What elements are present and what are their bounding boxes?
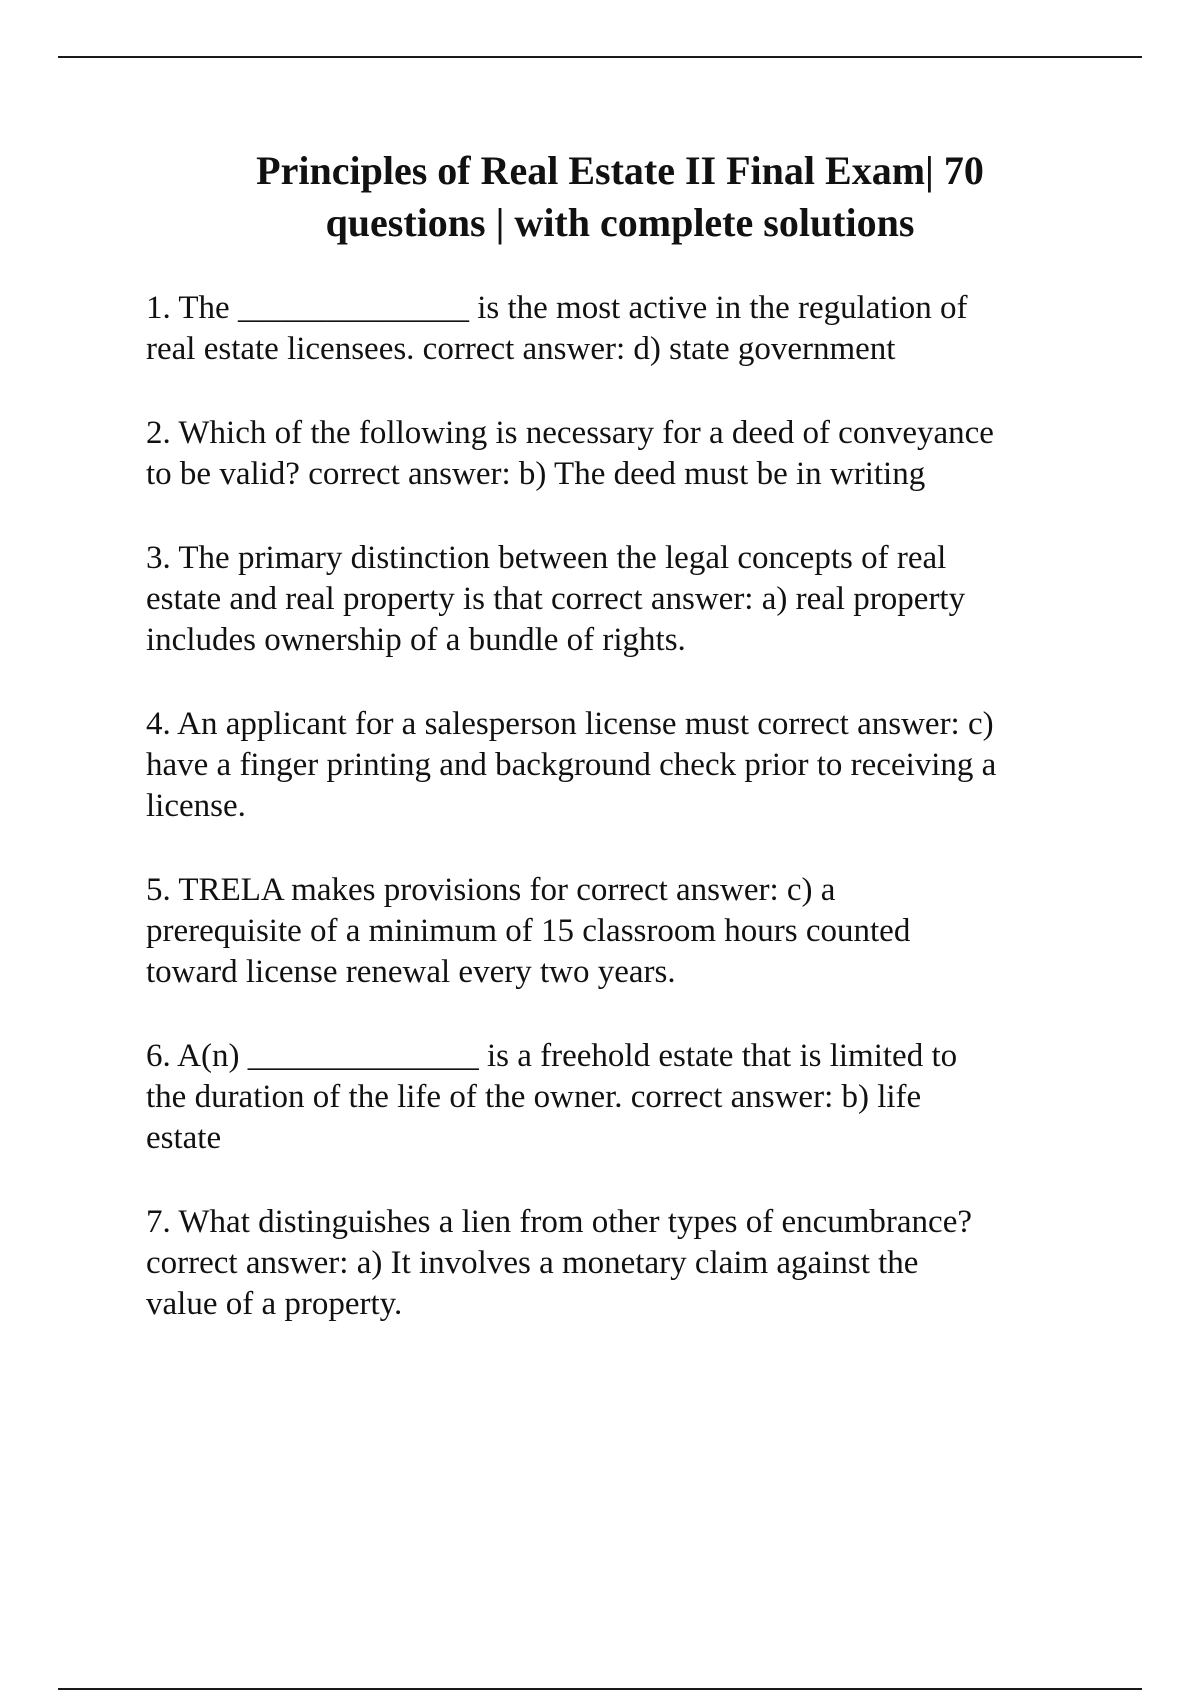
title-line-2: questions | with complete solutions	[325, 200, 915, 245]
title-line-1: Principles of Real Estate II Final Exam| 70	[256, 148, 984, 193]
question-line: includes ownership of a bundle of rights.	[146, 622, 686, 658]
footer-rule	[58, 1688, 1142, 1690]
question-2	[146, 413, 1106, 495]
question-line: license.	[146, 788, 246, 824]
question-line: 7. What distinguishes a lien from other types of encumbrance?	[146, 1204, 972, 1240]
question-line: 3. The primary distinction between the legal concepts of real	[146, 540, 947, 576]
question-line: value of a property.	[146, 1286, 403, 1322]
question-list	[146, 288, 1106, 1368]
question-line: 5. TRELA makes provisions for correct answer: c) a	[146, 872, 836, 908]
question-line: 2. Which of the following is necessary for a deed of conveyance	[146, 415, 994, 451]
question-3	[146, 538, 1106, 661]
question-5	[146, 870, 1106, 993]
question-line: the duration of the life of the owner. correct answer: b) life	[146, 1079, 922, 1115]
question-4	[146, 704, 1106, 827]
question-line: 4. An applicant for a salesperson license must correct answer: c)	[146, 706, 994, 742]
question-line: toward license renewal every two years.	[146, 954, 676, 990]
document-title	[0, 145, 1200, 249]
question-line: have a finger printing and background check prior to receiving a	[146, 747, 997, 783]
question-line: real estate licensees. correct answer: d) state government	[146, 331, 896, 367]
question-line: prerequisite of a minimum of 15 classroom hours counted	[146, 913, 911, 949]
question-line: 1. The ______________ is the most active in the regulation of	[146, 290, 968, 326]
question-6	[146, 1036, 1106, 1159]
question-line: estate	[146, 1120, 222, 1156]
question-7	[146, 1202, 1106, 1325]
question-1	[146, 288, 1106, 370]
question-line: to be valid? correct answer: b) The deed must be in writing	[146, 456, 926, 492]
header-rule	[58, 56, 1142, 58]
question-line: 6. A(n) ______________ is a freehold estate that is limited to	[146, 1038, 958, 1074]
question-line: estate and real property is that correct answer: a) real property	[146, 581, 966, 617]
question-line: correct answer: a) It involves a monetary claim against the	[146, 1245, 919, 1281]
